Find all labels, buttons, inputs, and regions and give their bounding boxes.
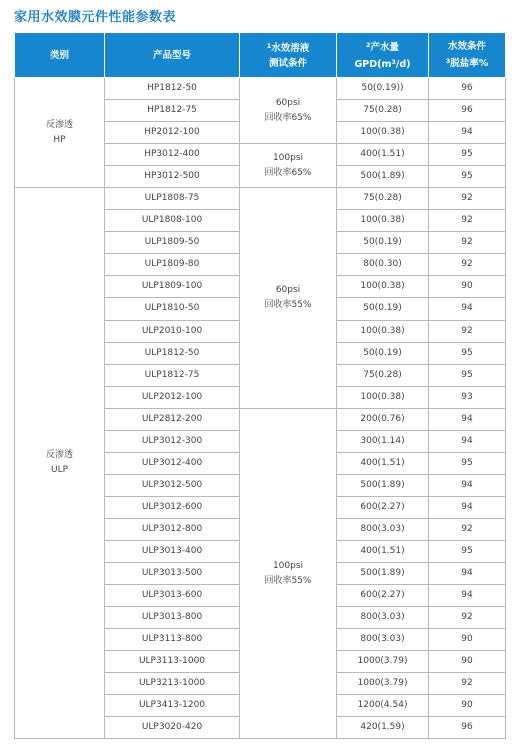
flow-cell: 100(0.38)	[337, 210, 429, 232]
rejection-cell: 96	[429, 78, 506, 100]
header-flow-unit-post: /d)	[395, 59, 411, 70]
model-cell: ULP3413-1200	[105, 695, 240, 717]
flow-cell: 500(1.89)	[337, 563, 429, 585]
flow-cell: 200(0.76)	[337, 408, 429, 430]
flow-cell: 400(1.51)	[337, 144, 429, 166]
flow-cell: 50(0.19)	[337, 342, 429, 364]
rejection-cell: 94	[429, 563, 506, 585]
flow-cell: 75(0.28)	[337, 364, 429, 386]
header-flow-unit-exp: 3	[391, 58, 396, 66]
rejection-cell: 94	[429, 474, 506, 496]
rejection-cell: 92	[429, 518, 506, 540]
flow-cell: 500(1.89)	[337, 474, 429, 496]
flow-cell: 420(1.59)	[337, 717, 429, 739]
flow-cell: 300(1.14)	[337, 430, 429, 452]
flow-cell: 600(2.27)	[337, 496, 429, 518]
flow-cell: 75(0.28)	[337, 188, 429, 210]
flow-cell: 80(0.30)	[337, 254, 429, 276]
rejection-cell: 94	[429, 122, 506, 144]
flow-cell: 50(0.19))	[337, 78, 429, 100]
model-cell: ULP2012-100	[105, 386, 240, 408]
model-cell: ULP3013-800	[105, 607, 240, 629]
model-cell: ULP3113-800	[105, 629, 240, 651]
rejection-cell: 90	[429, 651, 506, 673]
flow-cell: 800(3.03)	[337, 629, 429, 651]
model-cell: ULP3012-600	[105, 496, 240, 518]
model-cell: ULP3213-1000	[105, 673, 240, 695]
test-condition-cell: 100psi 回收率65%	[240, 144, 337, 188]
rejection-cell: 95	[429, 342, 506, 364]
flow-cell: 400(1.51)	[337, 452, 429, 474]
model-cell: HP3012-400	[105, 144, 240, 166]
header-cond-line2: 测试条件	[268, 58, 307, 69]
header-flow-line1: 产水量	[370, 42, 400, 53]
flow-cell: 1000(3.79)	[337, 651, 429, 673]
flow-cell: 800(3.03)	[337, 607, 429, 629]
model-cell: ULP1809-100	[105, 276, 240, 298]
rejection-cell: 95	[429, 364, 506, 386]
header-cond-line1: 水效溶液	[271, 43, 310, 54]
flow-cell: 500(1.89)	[337, 166, 429, 188]
category-hp: 反渗透 HP	[15, 78, 105, 188]
rejection-cell: 92	[429, 254, 506, 276]
rejection-cell: 96	[429, 717, 506, 739]
model-cell: ULP1809-80	[105, 254, 240, 276]
flow-cell: 800(3.03)	[337, 518, 429, 540]
rejection-cell: 92	[429, 188, 506, 210]
table-row	[15, 188, 506, 210]
rejection-cell: 95	[429, 540, 506, 562]
header-row	[15, 33, 506, 78]
flow-cell: 100(0.38)	[337, 386, 429, 408]
header-category: 类别	[15, 33, 105, 78]
rejection-cell: 92	[429, 210, 506, 232]
header-test-conditions	[240, 33, 337, 78]
spec-table	[14, 32, 506, 739]
test-condition-cell: 60psi 回收率55%	[240, 188, 337, 408]
model-cell: ULP3013-500	[105, 563, 240, 585]
header-flow	[337, 33, 429, 78]
flow-cell: 100(0.38)	[337, 320, 429, 342]
rejection-cell: 92	[429, 673, 506, 695]
test-condition-cell: 100psi 回收率55%	[240, 408, 337, 739]
footnote-mark: 2	[365, 41, 371, 49]
model-cell: ULP1808-100	[105, 210, 240, 232]
model-cell: ULP3013-400	[105, 540, 240, 562]
model-cell: ULP3113-1000	[105, 651, 240, 673]
rejection-cell: 94	[429, 496, 506, 518]
flow-cell: 100(0.38)	[337, 122, 429, 144]
category-ulp: 反渗透 ULP	[15, 188, 105, 739]
header-flow-unit-pre: GPD(m	[354, 59, 392, 70]
test-condition-cell: 60psi 回收率65%	[240, 78, 337, 144]
model-cell: ULP2812-200	[105, 408, 240, 430]
model-cell: ULP1809-50	[105, 232, 240, 254]
model-cell: HP3012-500	[105, 166, 240, 188]
flow-cell: 75(0.28)	[337, 100, 429, 122]
model-cell: ULP1810-50	[105, 298, 240, 320]
footnote-mark: 3	[445, 57, 451, 65]
footnote-mark: 1	[266, 42, 272, 50]
rejection-cell: 95	[429, 144, 506, 166]
flow-cell: 1200(4.54)	[337, 695, 429, 717]
rejection-cell: 95	[429, 166, 506, 188]
model-cell: ULP1808-75	[105, 188, 240, 210]
rejection-cell: 94	[429, 585, 506, 607]
rejection-cell: 90	[429, 629, 506, 651]
rejection-cell: 94	[429, 298, 506, 320]
flow-cell: 100(0.38)	[337, 276, 429, 298]
model-cell: ULP3012-400	[105, 452, 240, 474]
header-model: 产品型号	[105, 33, 240, 78]
rejection-cell: 92	[429, 607, 506, 629]
model-cell: ULP3012-500	[105, 474, 240, 496]
flow-cell: 50(0.19)	[337, 232, 429, 254]
flow-cell: 400(1.51)	[337, 540, 429, 562]
model-cell: ULP1812-50	[105, 342, 240, 364]
header-rej-line1: 水效条件	[447, 41, 486, 52]
model-cell: ULP3020-420	[105, 717, 240, 739]
rejection-cell: 92	[429, 232, 506, 254]
model-cell: ULP3012-800	[105, 518, 240, 540]
rejection-cell: 94	[429, 408, 506, 430]
flow-cell: 50(0.19)	[337, 298, 429, 320]
table-row	[15, 78, 506, 100]
model-cell: HP1812-75	[105, 100, 240, 122]
page-title: 家用水效膜元件性能参数表	[14, 10, 177, 25]
flow-cell: 600(2.27)	[337, 585, 429, 607]
model-cell: ULP3013-600	[105, 585, 240, 607]
rejection-cell: 96	[429, 100, 506, 122]
rejection-cell: 92	[429, 320, 506, 342]
header-rejection	[429, 33, 506, 78]
header-rej-line2: 脱盐率%	[450, 58, 489, 69]
rejection-cell: 90	[429, 695, 506, 717]
model-cell: ULP2010-100	[105, 320, 240, 342]
model-cell: ULP1812-75	[105, 364, 240, 386]
model-cell: ULP3012-300	[105, 430, 240, 452]
flow-cell: 1000(3.79)	[337, 673, 429, 695]
model-cell: HP2012-100	[105, 122, 240, 144]
model-cell: HP1812-50	[105, 78, 240, 100]
rejection-cell: 90	[429, 276, 506, 298]
rejection-cell: 93	[429, 386, 506, 408]
rejection-cell: 95	[429, 452, 506, 474]
rejection-cell: 94	[429, 430, 506, 452]
